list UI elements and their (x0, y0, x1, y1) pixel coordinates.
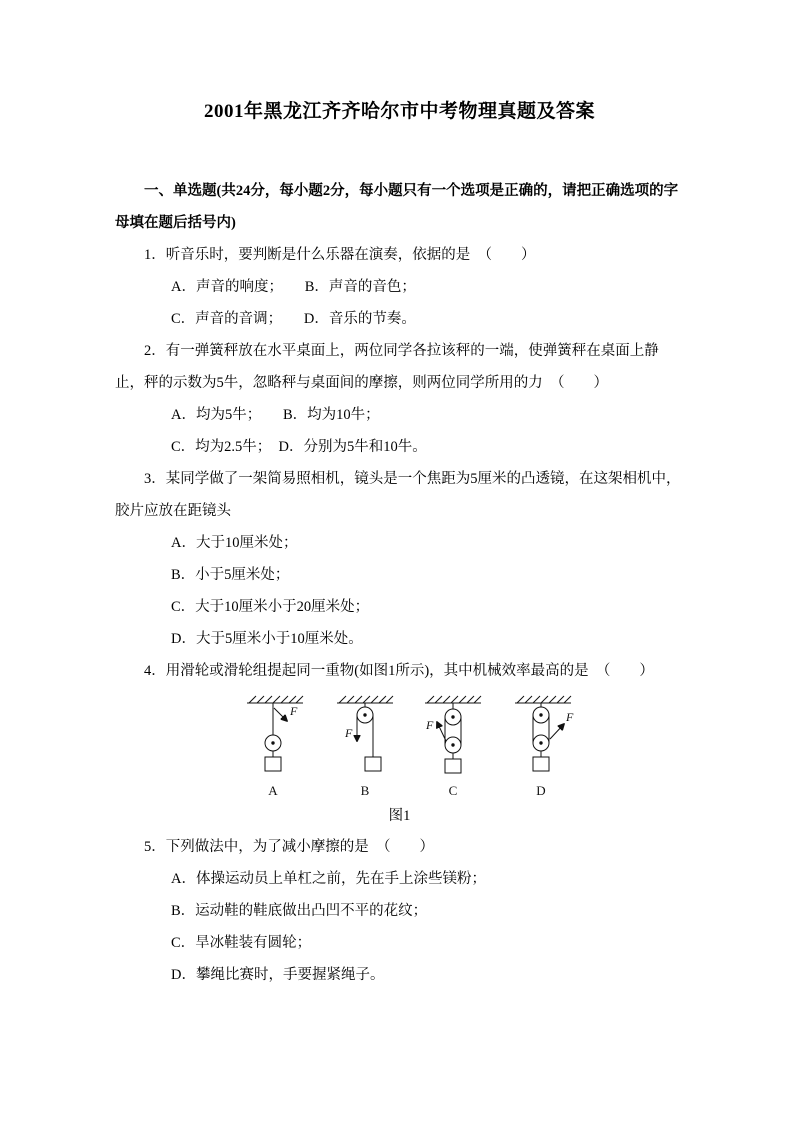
question-5-option-b: B．运动鞋的鞋底做出凸凹不平的花纹； (171, 903, 428, 919)
ceiling-mount (425, 696, 481, 703)
question-1-option-row-2: C．声音的音调； D．音乐的节奏。 (171, 311, 416, 327)
question-3-option-d: D．大于5厘米小于10厘米处。 (171, 631, 363, 647)
question-4-stem: 4．用滑轮或滑轮组提起同一重物(如图1所示)，其中机械效率最高的是 （ ） (144, 663, 654, 679)
figure-caption: 图1 (388, 808, 411, 824)
question-3 (115, 463, 684, 655)
force-arrow (550, 724, 564, 739)
document-title: 2001年黑龙江齐齐哈尔市中考物理真题及答案 (203, 101, 595, 122)
question-2-option-row-2: C．均为2.5牛； D．分别为5牛和10牛。 (171, 439, 427, 455)
question-5-stem: 5．下列做法中，为了减小摩擦的是 （ ） (144, 839, 434, 855)
force-label: F (345, 726, 353, 740)
ceiling-mount (515, 696, 571, 703)
weight-block (533, 757, 549, 771)
ceiling-mount (247, 696, 303, 703)
pulley-diagram-b (337, 696, 393, 771)
pulley-diagram-d (515, 696, 574, 771)
pulley-axle (540, 714, 542, 716)
ceiling-mount (337, 696, 393, 703)
question-2-option-row-1: A．均为5牛； B．均为10牛； (171, 407, 380, 423)
pulley-axle (272, 742, 274, 744)
figure-label-c: C (448, 783, 458, 798)
force-label: F (426, 718, 434, 732)
question-5-option-d: D．攀绳比赛时，手要握紧绳子。 (171, 967, 385, 983)
question-5-option-a: A．体操运动员上单杠之前，先在手上涂些镁粉； (171, 871, 486, 887)
question-5 (115, 831, 684, 991)
pulley-diagram-c (425, 696, 481, 773)
question-4 (115, 655, 684, 831)
pulley-axle (452, 744, 454, 746)
pulley-axle (540, 742, 542, 744)
section-heading: 一、单选题(共24分，每小题2分，每小题只有一个选项是正确的，请把正确选项的字母填在题后括号内) (115, 183, 679, 231)
question-1-option-row-1: A．声音的响度； B．声音的音色； (171, 279, 416, 295)
question-3-option-c: C．大于10厘米小于20厘米处； (171, 599, 370, 615)
question-1-stem: 1．听音乐时，要判断是什么乐器在演奏，依据的是 （ ） (144, 247, 536, 263)
pulley-figure (235, 691, 595, 801)
question-1 (115, 239, 684, 335)
weight-block (265, 757, 281, 771)
pulley-axle (364, 714, 366, 716)
question-3-option-a: A．大于10厘米处； (171, 535, 298, 551)
question-3-option-b: B．小于5厘米处； (171, 567, 290, 583)
force-arrow (274, 708, 287, 721)
force-label: F (290, 704, 298, 718)
force-label: F (566, 710, 574, 724)
figure-pulley-diagrams (115, 691, 684, 831)
figure-label-d: D (536, 783, 546, 798)
pulley-axle (452, 716, 454, 718)
figure-label-a: A (268, 783, 278, 798)
weight-block (445, 759, 461, 773)
question-2 (115, 335, 684, 463)
question-5-option-c: C．旱冰鞋装有圆轮； (171, 935, 312, 951)
question-2-stem: 2．有一弹簧秤放在水平桌面上，两位同学各拉该秤的一端，使弹簧秤在桌面上静止，秤的示数为5牛，忽略秤与桌面间的摩擦，则两位同学所用的力 （ ） (115, 343, 659, 391)
pulley-diagram-a (247, 696, 303, 771)
figure-label-b: B (360, 783, 370, 798)
question-3-stem: 3．某同学做了一架简易照相机，镜头是一个焦距为5厘米的凸透镜，在这架相机中，胶片应放在距镜头 (115, 471, 681, 519)
weight-block (365, 757, 381, 771)
